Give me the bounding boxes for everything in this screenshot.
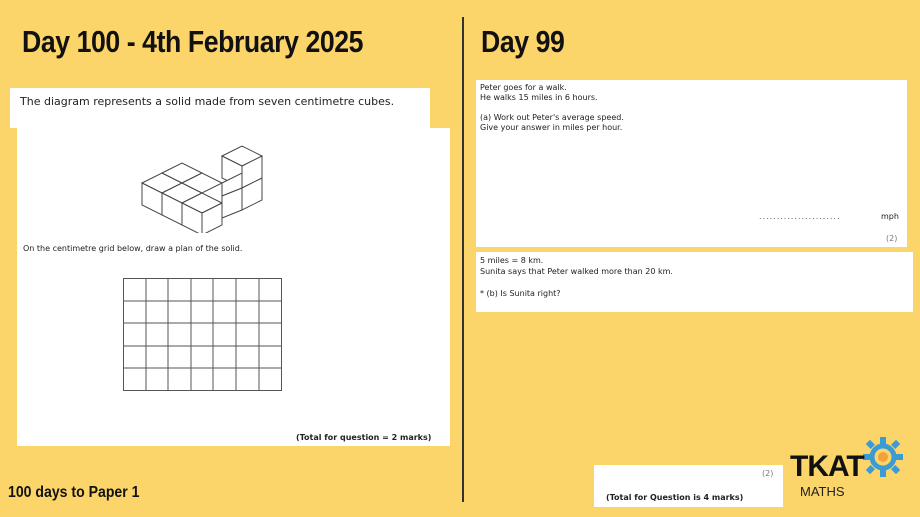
- q-b-line-1: 5 miles = 8 km.: [480, 256, 544, 265]
- question-a-card: [476, 80, 907, 247]
- q-b-line-3: * (b) Is Sunita right?: [480, 289, 561, 298]
- total-marks-card: [594, 465, 783, 507]
- question-instruction: On the centimetre grid below, draw a plan of the solid.: [23, 244, 243, 253]
- question-intro: The diagram represents a solid made from seven centimetre cubes.: [20, 95, 395, 108]
- tkat-logo: [788, 432, 913, 507]
- question-b-card: [476, 252, 913, 312]
- gear-icon: [858, 432, 908, 482]
- marks-a: (2): [886, 234, 898, 243]
- q-line-2: He walks 15 miles in 6 hours.: [480, 93, 598, 102]
- logo-subtitle: MATHS: [800, 484, 845, 499]
- right-total-marks: (Total for Question is 4 marks): [606, 493, 744, 502]
- logo-name: TKAT: [790, 450, 864, 483]
- marks-b: (2): [762, 469, 774, 478]
- q-a-line-1: (a) Work out Peter's average speed.: [480, 113, 624, 122]
- cube-solid-diagram: [137, 138, 277, 233]
- question-intro-card: [10, 88, 430, 128]
- answer-dots[interactable]: .......................: [759, 212, 841, 221]
- question-main-card: [17, 128, 450, 446]
- left-title: Day 100 - 4th February 2025: [22, 24, 364, 59]
- left-total-marks: (Total for question = 2 marks): [296, 433, 432, 442]
- q-b-line-2: Sunita says that Peter walked more than 20 km.: [480, 267, 673, 276]
- centimetre-grid[interactable]: [123, 278, 283, 393]
- right-title: Day 99: [481, 24, 565, 59]
- q-line-1: Peter goes for a walk.: [480, 83, 567, 92]
- divider: [462, 17, 464, 502]
- footer-label: 100 days to Paper 1: [8, 484, 140, 501]
- q-a-line-2: Give your answer in miles per hour.: [480, 123, 623, 132]
- answer-unit: mph: [881, 212, 899, 221]
